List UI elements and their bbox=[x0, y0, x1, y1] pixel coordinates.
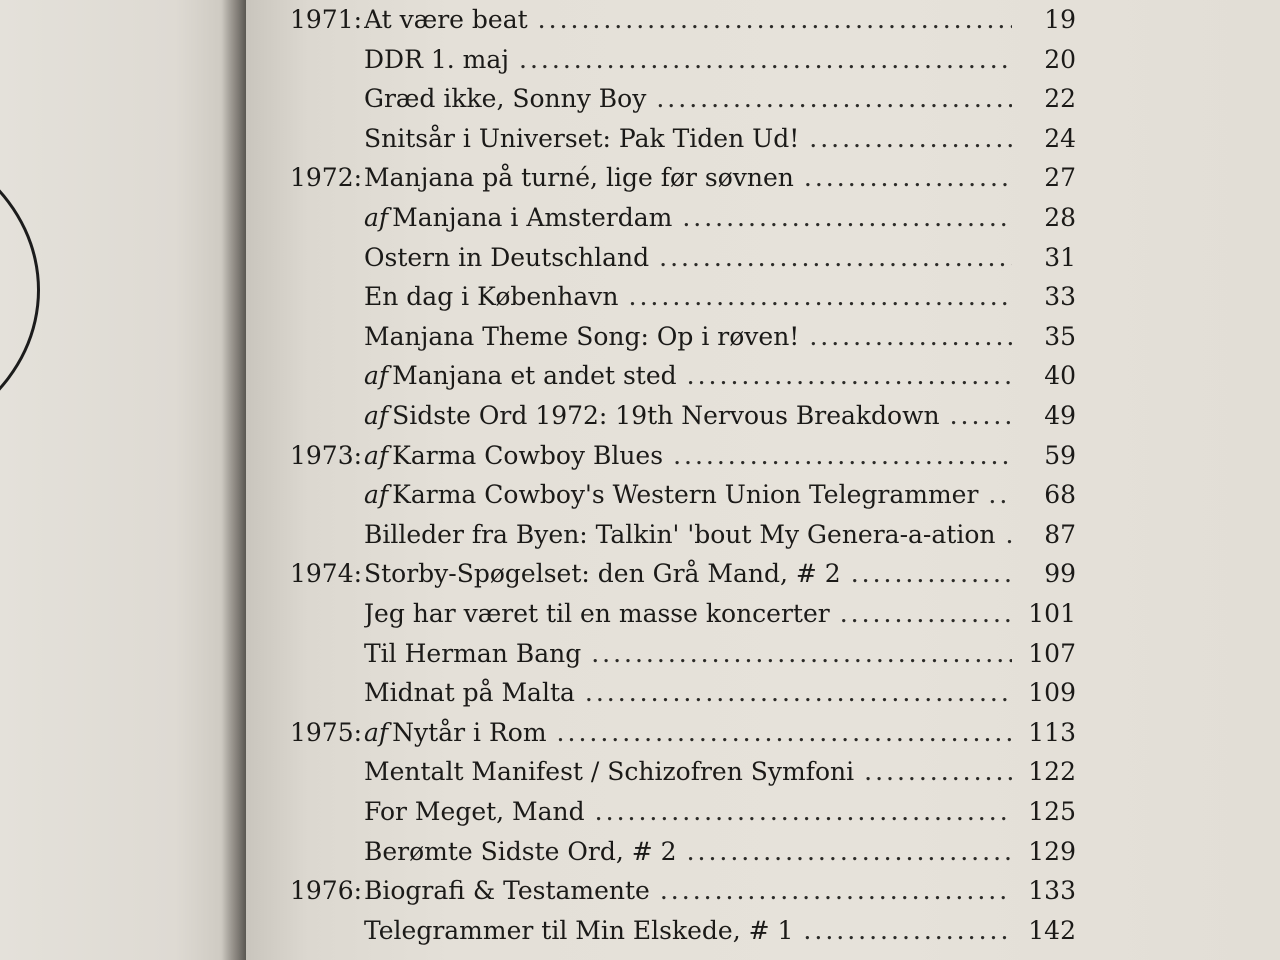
toc-leader-dots bbox=[682, 198, 1012, 238]
toc-leader-dots bbox=[557, 713, 1012, 753]
toc-entry bbox=[364, 634, 1012, 674]
toc-entry bbox=[364, 673, 1012, 713]
toc-page-number: 101 bbox=[1028, 599, 1076, 628]
toc-row bbox=[246, 634, 1280, 674]
toc-prefix: af bbox=[364, 480, 389, 510]
toc-leader-dots bbox=[519, 40, 1012, 80]
toc-page-number: 68 bbox=[1044, 480, 1076, 510]
toc-title: Manjana på turné, lige før søvnen bbox=[364, 163, 794, 193]
toc-title: Nytår i Rom bbox=[392, 717, 547, 747]
toc-row bbox=[246, 79, 1280, 119]
toc-title: Snitsår i Universet: Pak Tiden Ud! bbox=[364, 123, 800, 153]
toc-row bbox=[246, 198, 1280, 238]
toc-leader-dots bbox=[595, 792, 1012, 832]
toc-entry bbox=[364, 0, 1012, 40]
toc-entry bbox=[364, 198, 1012, 238]
table-of-contents bbox=[246, 0, 1280, 960]
toc-leader-dots bbox=[803, 911, 1012, 951]
toc-leader-dots bbox=[673, 436, 1012, 476]
toc-year: 1973: bbox=[290, 440, 363, 470]
toc-row bbox=[246, 911, 1280, 951]
toc-page-number: 122 bbox=[1028, 757, 1076, 787]
toc-title: Karma Cowboy's Western Union Telegrammer bbox=[392, 480, 979, 510]
toc-entry bbox=[364, 515, 1012, 555]
toc-entry bbox=[364, 277, 1012, 317]
toc-leader-dots bbox=[950, 396, 1012, 436]
toc-entry bbox=[364, 79, 1012, 119]
toc-prefix: af bbox=[364, 401, 389, 430]
toc-leader-dots bbox=[585, 673, 1012, 713]
toc-page-number: 20 bbox=[1044, 44, 1076, 74]
toc-leader-dots bbox=[659, 238, 1012, 278]
toc-page-number: 40 bbox=[1044, 361, 1076, 391]
toc-entry bbox=[364, 832, 1012, 872]
toc-entry bbox=[364, 40, 1012, 80]
toc-row bbox=[246, 752, 1280, 792]
toc-page-number: 133 bbox=[1028, 876, 1076, 906]
toc-page-number: 113 bbox=[1028, 717, 1076, 747]
toc-leader-dots bbox=[840, 594, 1012, 634]
toc-leader-dots bbox=[804, 158, 1012, 198]
toc-title: Manjana et andet sted bbox=[392, 361, 677, 391]
toc-entry bbox=[364, 752, 1012, 792]
toc-page-number: 109 bbox=[1028, 678, 1076, 708]
toc-entry bbox=[364, 158, 1012, 198]
toc-entry bbox=[364, 911, 1012, 951]
toc-title: For Meget, Mand bbox=[364, 797, 585, 826]
toc-title: Berømte Sidste Ord, # 2 bbox=[364, 836, 677, 866]
toc-page-number: 99 bbox=[1044, 559, 1076, 589]
toc-row bbox=[246, 40, 1280, 80]
toc-title: Telegrammer til Min Elskede, # 1 bbox=[364, 915, 794, 945]
toc-leader-dots bbox=[687, 356, 1012, 396]
left-page bbox=[0, 0, 250, 960]
toc-year: 1975: bbox=[290, 717, 363, 747]
toc-leader-dots bbox=[809, 317, 1012, 357]
toc-title: Sidste Ord 1972: 19th Nervous Breakdown bbox=[392, 401, 940, 430]
toc-title: Ostern in Deutschland bbox=[364, 242, 650, 272]
toc-leader-dots bbox=[538, 0, 1012, 40]
toc-entry bbox=[364, 871, 1012, 911]
toc-leader-dots bbox=[851, 554, 1012, 594]
toc-year: 1971: bbox=[290, 5, 363, 34]
toc-entry bbox=[364, 238, 1012, 278]
toc-row bbox=[246, 554, 1280, 594]
toc-row bbox=[246, 713, 1280, 753]
toc-page-number: 31 bbox=[1044, 242, 1076, 272]
toc-row bbox=[246, 119, 1280, 159]
toc-leader-dots bbox=[864, 752, 1012, 792]
toc-title: Græd ikke, Sonny Boy bbox=[364, 84, 647, 114]
toc-entry bbox=[364, 356, 1012, 396]
toc-title: Manjana Theme Song: Op i røven! bbox=[364, 321, 800, 351]
right-page bbox=[246, 0, 1280, 960]
toc-page-number: 49 bbox=[1044, 401, 1076, 430]
toc-year: 1974: bbox=[290, 559, 363, 589]
toc-title: At være beat bbox=[364, 5, 528, 34]
toc-leader-dots bbox=[809, 119, 1012, 159]
toc-title: En dag i København bbox=[364, 282, 619, 312]
toc-entry bbox=[364, 317, 1012, 357]
toc-leader-dots bbox=[591, 634, 1012, 674]
toc-page-number: 35 bbox=[1044, 321, 1076, 351]
toc-year: 1976: bbox=[290, 876, 363, 906]
toc-title: Jeg har været til en masse koncerter bbox=[364, 599, 830, 628]
toc-entry bbox=[364, 713, 1012, 753]
toc-row bbox=[246, 317, 1280, 357]
toc-leader-dots bbox=[660, 871, 1012, 911]
toc-entry bbox=[364, 396, 1012, 436]
toc-row bbox=[246, 277, 1280, 317]
toc-row bbox=[246, 871, 1280, 911]
toc-row bbox=[246, 238, 1280, 278]
toc-title: Midnat på Malta bbox=[364, 678, 575, 708]
toc-page-number: 22 bbox=[1044, 84, 1076, 114]
toc-title: Storby-Spøgelset: den Grå Mand, # 2 bbox=[364, 559, 841, 589]
toc-row bbox=[246, 673, 1280, 713]
toc-page-number: 107 bbox=[1028, 638, 1076, 668]
toc-leader-dots bbox=[687, 832, 1012, 872]
toc-page-number: 87 bbox=[1044, 519, 1076, 549]
book-gutter-shadow bbox=[222, 0, 246, 960]
toc-page-number: 125 bbox=[1028, 797, 1076, 826]
toc-title: Billeder fra Byen: Talkin' 'bout My Genera-a-ation bbox=[364, 519, 996, 549]
toc-title: Mentalt Manifest / Schizofren Symfoni bbox=[364, 757, 855, 787]
toc-title: Karma Cowboy Blues bbox=[392, 440, 664, 470]
toc-page-number: 24 bbox=[1044, 123, 1076, 153]
toc-entry bbox=[364, 594, 1012, 634]
toc-leader-dots bbox=[656, 79, 1012, 119]
toc-row bbox=[246, 515, 1280, 555]
toc-prefix: af bbox=[364, 440, 389, 470]
toc-title: Manjana i Amsterdam bbox=[392, 203, 673, 232]
toc-entry bbox=[364, 119, 1012, 159]
toc-page-number: 33 bbox=[1044, 282, 1076, 312]
toc-row bbox=[246, 792, 1280, 832]
toc-entry bbox=[364, 554, 1012, 594]
toc-title: DDR 1. maj bbox=[364, 44, 510, 74]
toc-row bbox=[246, 594, 1280, 634]
toc-row bbox=[246, 475, 1280, 515]
toc-year: 1972: bbox=[290, 163, 363, 193]
toc-prefix: af bbox=[364, 717, 389, 747]
toc-page-number: 19 bbox=[1044, 5, 1076, 34]
toc-page-number: 59 bbox=[1044, 440, 1076, 470]
toc-row bbox=[246, 356, 1280, 396]
toc-prefix: af bbox=[364, 361, 389, 391]
toc-page-number: 27 bbox=[1044, 163, 1076, 193]
toc-row bbox=[246, 436, 1280, 476]
toc-title: Til Herman Bang bbox=[364, 638, 582, 668]
toc-row bbox=[246, 832, 1280, 872]
circle-illustration bbox=[0, 130, 40, 450]
toc-page-number: 129 bbox=[1028, 836, 1076, 866]
toc-row bbox=[246, 158, 1280, 198]
toc-entry bbox=[364, 475, 1012, 515]
toc-page-number: 28 bbox=[1044, 203, 1076, 232]
toc-entry bbox=[364, 792, 1012, 832]
toc-row bbox=[246, 0, 1280, 40]
toc-page-number: 142 bbox=[1028, 915, 1076, 945]
toc-row bbox=[246, 396, 1280, 436]
toc-title: Biografi & Testamente bbox=[364, 876, 650, 906]
toc-entry bbox=[364, 436, 1012, 476]
toc-prefix: af bbox=[364, 203, 389, 232]
toc-leader-dots bbox=[629, 277, 1012, 317]
